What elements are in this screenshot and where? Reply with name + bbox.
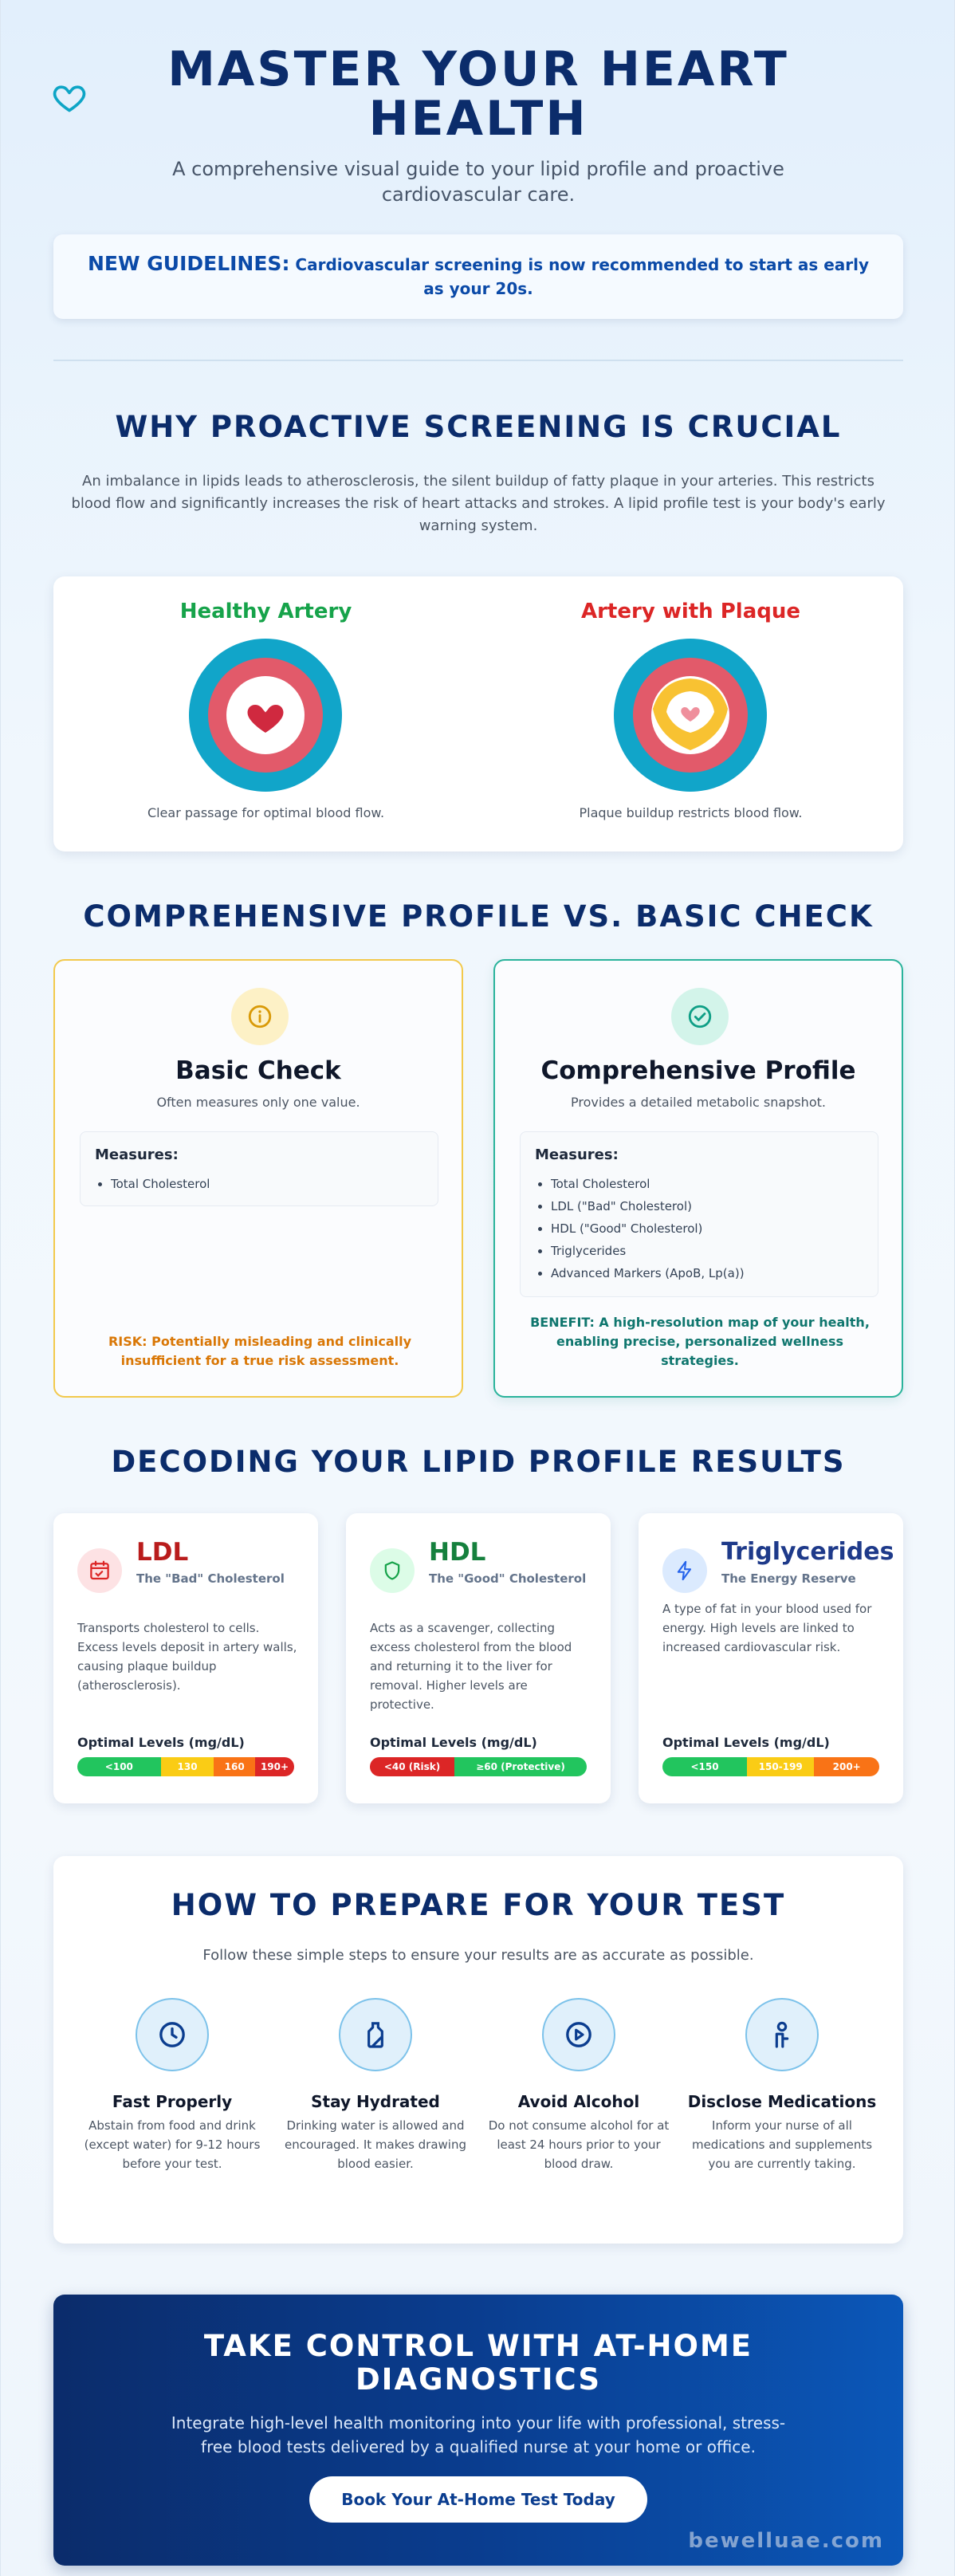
calendar-alert-icon [77, 1548, 122, 1593]
brand-watermark: bewelluae.com [688, 2529, 884, 2553]
plaque-artery-label: Artery with Plaque [580, 600, 801, 623]
step-medications [686, 1998, 878, 2173]
prepare-subtitle: Follow these simple steps to ensure your results are as accurate as possible. [202, 1947, 754, 1964]
range-segment: 190+ [255, 1757, 294, 1776]
check-circle-icon [671, 988, 729, 1045]
range-segment: <40 (Risk) [370, 1757, 454, 1776]
comprehensive-measures-box [520, 1131, 878, 1297]
basic-risk-note: RISK: Potentially misleading and clinically insufficient for a true risk assessment. [108, 1334, 412, 1368]
range-segment: 130 [161, 1757, 214, 1776]
artery-comparison-card [53, 576, 903, 851]
basic-check-title: Basic Check [175, 1056, 341, 1085]
ldl-name: LDL [136, 1538, 189, 1567]
hdl-name: HDL [429, 1538, 486, 1567]
healthy-artery-label: Healthy Artery [179, 600, 352, 623]
ldl-optimal-label: Optimal Levels (mg/dL) [77, 1735, 245, 1750]
range-segment: 200+ [814, 1757, 879, 1776]
hdl-optimal-label: Optimal Levels (mg/dL) [370, 1735, 537, 1750]
step-title: Fast Properly [112, 2092, 233, 2111]
basic-check-subtitle: Often measures only one value. [156, 1095, 360, 1110]
plaque-artery-icon [614, 639, 767, 792]
ldl-card [53, 1513, 318, 1803]
page-subtitle: A comprehensive visual guide to your lipid profile and proactive cardiovascular care. [172, 158, 784, 206]
step-description: Inform your nurse of all medications and supplements you are currently taking. [691, 2118, 873, 2171]
step-alcohol [483, 1998, 674, 2173]
list-item: Advanced Markers (ApoB, Lp(a)) [535, 1262, 863, 1284]
prepare-section-title: HOW TO PREPARE FOR YOUR TEST [171, 1888, 786, 1922]
why-section-text: An imbalance in lipids leads to atherosclerosis, the silent buildup of fatty plaque in your arteries. This restricts blood flow and significantly increases the risk of heart attacks and strokes. A lipid profile test is your body's early warning system. [71, 473, 886, 534]
person-info-icon [745, 1998, 819, 2071]
basic-check-card [53, 959, 463, 1398]
compare-section-title: COMPREHENSIVE PROFILE VS. BASIC CHECK [83, 899, 874, 934]
list-item: HDL ("Good" Cholesterol) [535, 1217, 863, 1240]
page-title: MASTER YOUR HEART HEALTH [167, 41, 789, 147]
no-alcohol-icon [542, 1998, 615, 2071]
step-title: Avoid Alcohol [517, 2092, 640, 2111]
range-segment: <100 [77, 1757, 161, 1776]
basic-measures-box [80, 1131, 438, 1206]
plaque-artery-panel [478, 576, 903, 820]
hdl-tag: The "Good" Cholesterol [429, 1571, 587, 1586]
clock-icon [136, 1998, 209, 2071]
list-item: Total Cholesterol [535, 1173, 863, 1195]
range-segment: ≥60 (Protective) [454, 1757, 587, 1776]
step-title: Disclose Medications [687, 2092, 877, 2111]
healthy-artery-panel [53, 576, 478, 820]
hdl-card [346, 1513, 611, 1803]
comprehensive-profile-title: Comprehensive Profile [540, 1056, 856, 1085]
cta-banner [53, 2295, 903, 2566]
plaque-artery-caption: Plaque buildup restricts blood flow. [579, 805, 803, 820]
measures-label: Measures: [535, 1146, 619, 1163]
list-item: Total Cholesterol [95, 1173, 423, 1195]
step-hydrate [280, 1998, 471, 2173]
step-description: Drinking water is allowed and encouraged. It makes drawing blood easier. [284, 2118, 467, 2171]
range-segment: 160 [214, 1757, 255, 1776]
range-segment: <150 [662, 1757, 747, 1776]
water-bottle-icon [339, 1998, 412, 2071]
prepare-card [53, 1856, 903, 2244]
list-item: LDL ("Bad" Cholesterol) [535, 1195, 863, 1217]
triglycerides-tag: The Energy Reserve [721, 1571, 856, 1586]
lightning-icon [662, 1548, 707, 1593]
hdl-range-bar [370, 1757, 587, 1776]
triglycerides-name: Triglycerides [721, 1538, 894, 1566]
ldl-tag: The "Bad" Cholesterol [136, 1571, 285, 1586]
triglycerides-card [639, 1513, 903, 1803]
comprehensive-profile-subtitle: Provides a detailed metabolic snapshot. [571, 1095, 826, 1110]
triglycerides-range-bar [662, 1757, 879, 1776]
notice-text: Cardiovascular screening is now recommended to start as early as your 20s. [295, 255, 870, 298]
range-segment: 150-199 [747, 1757, 814, 1776]
ldl-description: Transports cholesterol to cells. Excess levels deposit in artery walls, causing plaque buildup (atherosclerosis). [77, 1621, 297, 1693]
hdl-description: Acts as a scavenger, collecting excess cholesterol from the blood and returning it to the liver for removal. Higher levels are protective. [370, 1621, 572, 1712]
shield-icon [370, 1548, 415, 1593]
book-test-button[interactable]: Book Your At-Home Test Today [309, 2476, 647, 2523]
notice-lead: NEW GUIDELINES: [87, 252, 290, 275]
why-section-title: WHY PROACTIVE SCREENING IS CRUCIAL [115, 410, 842, 444]
step-description: Do not consume alcohol for at least 24 hours prior to your blood draw. [488, 2118, 670, 2171]
decoding-section-title: DECODING YOUR LIPID PROFILE RESULTS [111, 1445, 846, 1479]
comprehensive-profile-card [493, 959, 903, 1398]
info-circle-icon [231, 988, 289, 1045]
triglycerides-optimal-label: Optimal Levels (mg/dL) [662, 1735, 830, 1750]
step-description: Abstain from food and drink (except water) for 9-12 hours before your test. [84, 2118, 261, 2171]
triglycerides-description: A type of fat in your blood used for energy. High levels are linked to increased cardiovascular risk. [662, 1602, 872, 1654]
step-fast [77, 1998, 268, 2173]
cta-text: Integrate high-level health monitoring into your life with professional, stress-free blood tests delivered by a qualified nurse at your home or office. [171, 2413, 786, 2456]
measures-label: Measures: [95, 1146, 179, 1163]
heart-outline-icon [52, 80, 87, 115]
cta-title: TAKE CONTROL WITH AT-HOME DIAGNOSTICS [203, 2329, 753, 2397]
healthy-artery-icon [189, 639, 342, 792]
basic-measures-list [95, 1173, 423, 1195]
healthy-artery-caption: Clear passage for optimal blood flow. [147, 805, 385, 820]
guidelines-notice [53, 234, 903, 319]
divider [53, 360, 903, 361]
list-item: Triglycerides [535, 1240, 863, 1262]
step-title: Stay Hydrated [311, 2092, 440, 2111]
comprehensive-benefit-note: BENEFIT: A high-resolution map of your health, enabling precise, personalized wellness strategies. [530, 1315, 870, 1368]
comprehensive-measures-list [535, 1173, 863, 1284]
ldl-range-bar [77, 1757, 294, 1776]
